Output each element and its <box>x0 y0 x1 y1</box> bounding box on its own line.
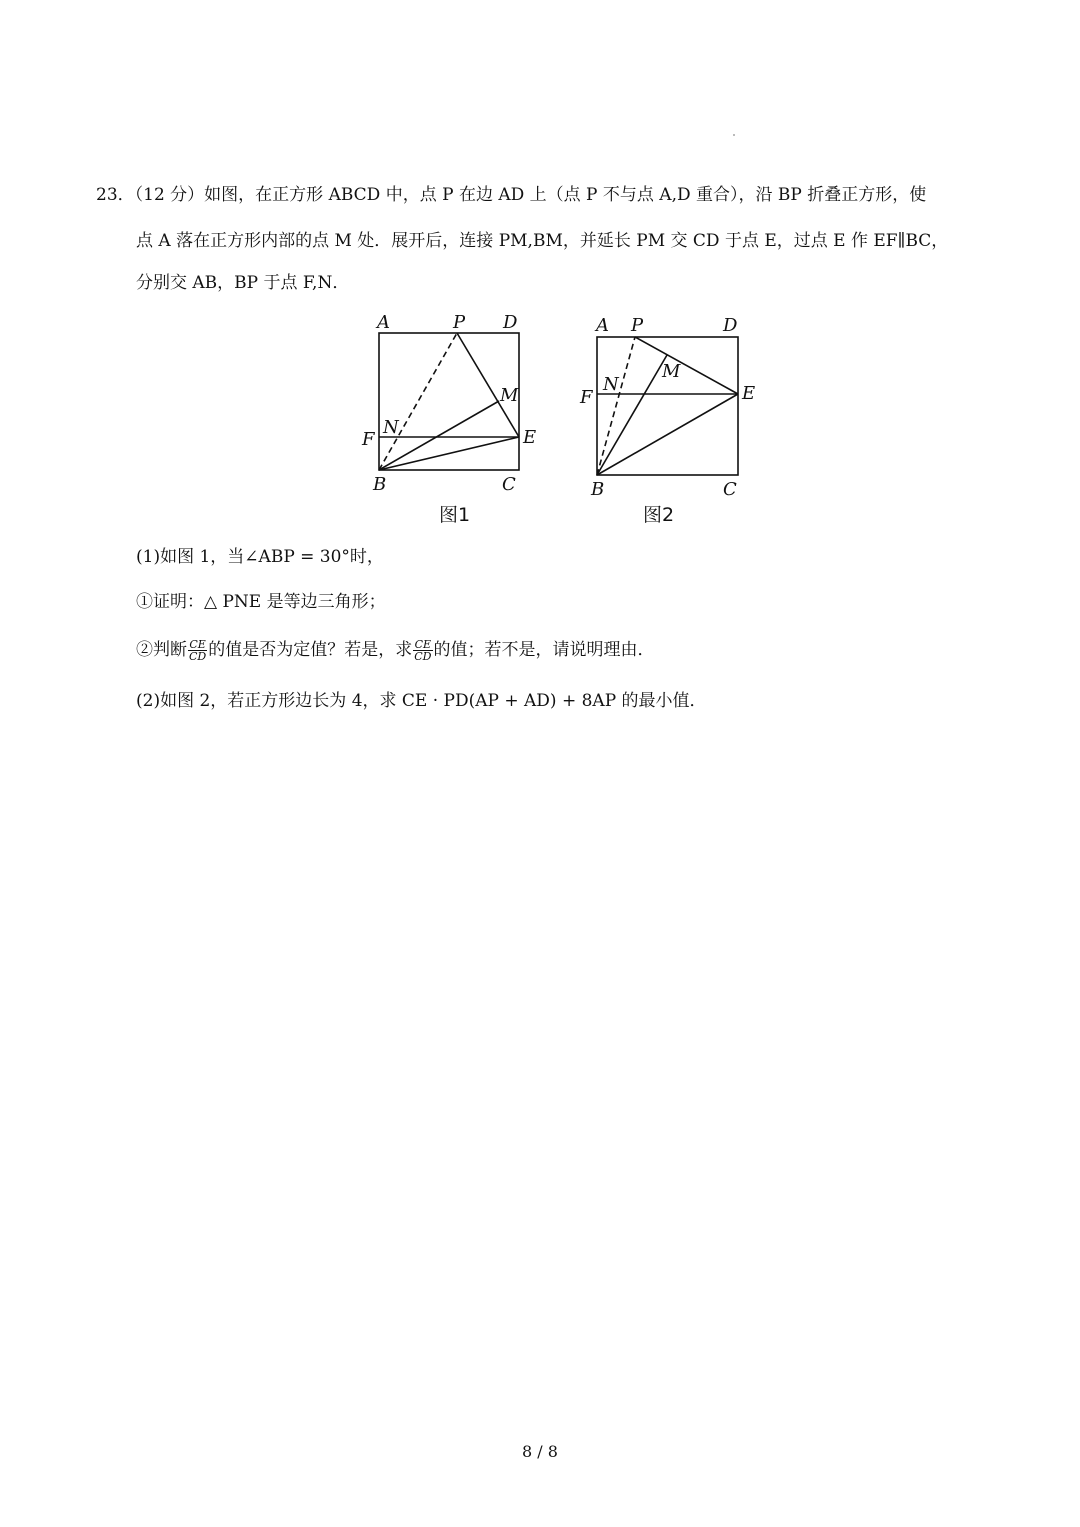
part1-q2-mid: 的值是否为定值？若是，求 <box>208 640 413 660</box>
fig2-label-b: B <box>591 479 605 500</box>
fig1-label-f: F <box>362 429 375 450</box>
fig2-line-bp <box>597 337 635 475</box>
fig2-label-d: D <box>723 315 738 336</box>
problem-line-2: 点 A 落在正方形内部的点 M 处．展开后，连接 PM,BM，并延长 PM 交 CD 于点 E，过点 E 作 EF∥BC， <box>136 231 949 251</box>
problem-line-3: 分别交 AB，BP 于点 F,N． <box>136 273 350 293</box>
part1-q2-post: 的值；若不是，请说明理由． <box>433 640 655 660</box>
fraction-denominator-2: CD <box>414 650 432 663</box>
fig2-label-m: M <box>662 361 681 382</box>
fig2-caption: 图2 <box>643 504 675 526</box>
fig2-line-bm <box>597 355 667 475</box>
figure-2 <box>597 337 738 475</box>
fig1-label-m: M <box>500 385 519 406</box>
fig1-label-p: P <box>453 312 466 333</box>
fig2-label-c: C <box>723 479 737 500</box>
part1-q2-pre: ②判断 <box>136 640 187 660</box>
fraction-denominator: CD <box>189 650 207 663</box>
fraction-numerator-2: CE <box>414 638 432 651</box>
fig1-label-e: E <box>523 427 537 448</box>
part2-text: (2)如图 2，若正方形边长为 4，求 CE · PD(AP + AD) + 8AP 的最小值． <box>136 691 707 711</box>
fig2-label-f: F <box>580 387 593 408</box>
geometry-figures <box>355 305 785 540</box>
page-number: 8 / 8 <box>522 1442 558 1461</box>
part1-q1: ①证明：△ PNE 是等边三角形； <box>136 592 386 612</box>
fig2-label-n: N <box>603 374 619 395</box>
fig2-line-be <box>597 394 738 475</box>
fraction-ce-cd <box>188 639 207 662</box>
fig1-label-c: C <box>502 474 516 495</box>
figures <box>355 305 785 540</box>
fig1-caption: 图1 <box>439 504 471 526</box>
fig2-label-a: A <box>596 315 609 336</box>
figure-1 <box>379 333 519 470</box>
part1-intro: (1)如图 1，当∠ABP = 30°时， <box>136 547 384 567</box>
fig1-line-bp <box>379 333 457 470</box>
fraction-numerator: CE <box>189 638 206 651</box>
fig2-line-pe <box>635 337 738 394</box>
part1-q2 <box>136 638 655 662</box>
fraction-ce-cd-2 <box>413 639 432 662</box>
fig1-label-b: B <box>373 474 387 495</box>
stray-dot <box>733 134 735 136</box>
fig1-label-n: N <box>383 417 399 438</box>
fig1-line-be <box>379 437 519 470</box>
fig1-label-d: D <box>503 312 518 333</box>
fig2-label-e: E <box>742 383 756 404</box>
fig2-label-p: P <box>631 315 644 336</box>
fig1-label-a: A <box>377 312 390 333</box>
problem-line-1: 23．（12 分）如图，在正方形 ABCD 中，点 P 在边 AD 上（点 P 不与点 A,D 重合），沿 BP 折叠正方形，使 <box>96 185 927 205</box>
